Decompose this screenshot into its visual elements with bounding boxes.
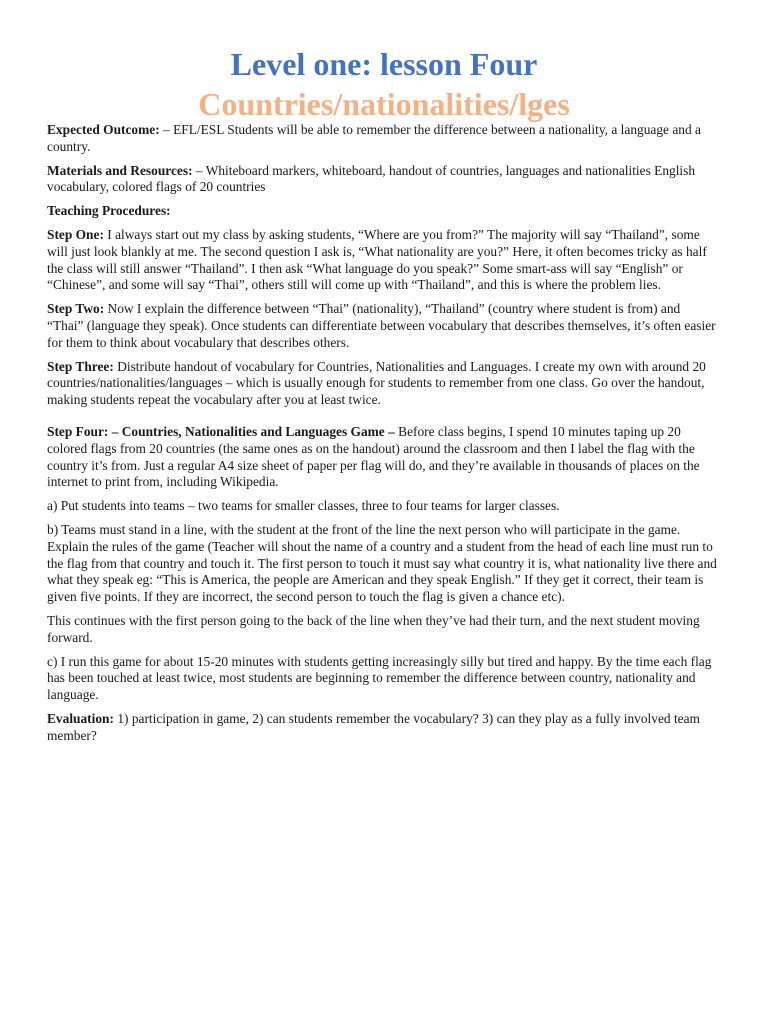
evaluation-label: Evaluation: [47,710,114,726]
evaluation-paragraph [47,711,719,745]
expected-outcome-label: Expected Outcome: [47,122,160,137]
page-subtitle: Countries/nationalities/lges [198,86,570,122]
step-one-text: I always start out my class by asking students, “Where are you from?” The majority will say “Thailand”, some will just look blankly at me. The second question I ask is, “What nationality are you?” Here, it often becomes tricky as half the class will still answer “Thailand”. I then ask “What language do you speak?” Some smart-ass will say “English” or “Chinese”, and some will say “Thai”, others still will come up with “Thailand”, and this is where the problem lies. [47,226,707,293]
step-three-label: Step Three: [47,358,114,374]
step-three-paragraph [47,359,719,409]
expected-outcome-paragraph [47,122,719,156]
lesson-body [47,122,719,752]
step-one-label: Step One: [47,226,104,242]
step-two-text: Now I explain the difference between “Thai” (nationality), “Thailand” (country where student is from) and “Thai” (language they speak). Once students can differentiate between vocabulary that describes themselves, it’s often easier for them to think about vocabulary that describes others. [47,301,716,350]
item-a-paragraph: a) Put students into teams – two teams for smaller classes, three to four teams for larger classes. [47,498,560,514]
page-title: Level one: lesson Four [230,46,538,82]
step-two-paragraph [47,301,719,351]
item-c-paragraph: c) I run this game for about 15-20 minutes with students getting increasingly silly but tired and happy. By the time each flag has been touched at least twice, most students are beginning to remember the difference between country, nationality and language. [47,653,712,703]
expected-outcome-text: – EFL/ESL Students will be able to remember the difference between a nationality, a language and a country. [47,122,701,154]
evaluation-text: 1) participation in game, 2) can students remember the vocabulary? 3) can they play as a fully involved team member? [47,710,700,743]
continues-paragraph: This continues with the first person going to the back of the line when they’ve had their turn, and the next student moving forward. [47,612,700,645]
materials-label: Materials and Resources: [47,162,193,178]
teaching-procedures-heading: Teaching Procedures: [47,203,171,219]
step-three-text: Distribute handout of vocabulary for Countries, Nationalities and Languages. I create my own with around 20 countries/nationalities/languages – which is usually enough for students to remember from one class. Go over the handout, making students repeat the vocabulary after you at least twice. [47,358,706,408]
materials-text: – Whiteboard markers, whiteboard, handout of countries, languages and nationalities English vocabulary, colored flags of 20 countries [47,162,696,195]
step-four-paragraph [47,424,719,491]
step-four-text: Before class begins, I spend 10 minutes taping up 20 colored flags from 20 countries (the same ones as on the handout) around the classroom and then I label the flag with the country it’s from. Just a regular A4 size sheet of paper per flag will do, and they’re available in thousands of places on the internet to print from, including Wikipedia. [47,423,700,490]
step-one-paragraph [47,227,719,294]
step-two-label: Step Two: [47,301,105,317]
item-b-paragraph: b) Teams must stand in a line, with the student at the front of the line the next person who will participate in the game. Explain the rules of the game (Teacher will shout the name of a country and a student from the head of each line must run to the flag from that country and touch it. The first person to touch it must say what country it is, what nationality live there and what they speak eg: “This is America, the people are American and they speak English.” If they get it correct, their team is given five points. If they are incorrect, the second person to touch the flag is given a chance etc). [47,521,717,605]
materials-paragraph [47,163,719,197]
step-four-label: Step Four: – Countries, Nationalities and Languages Game – [47,423,395,439]
